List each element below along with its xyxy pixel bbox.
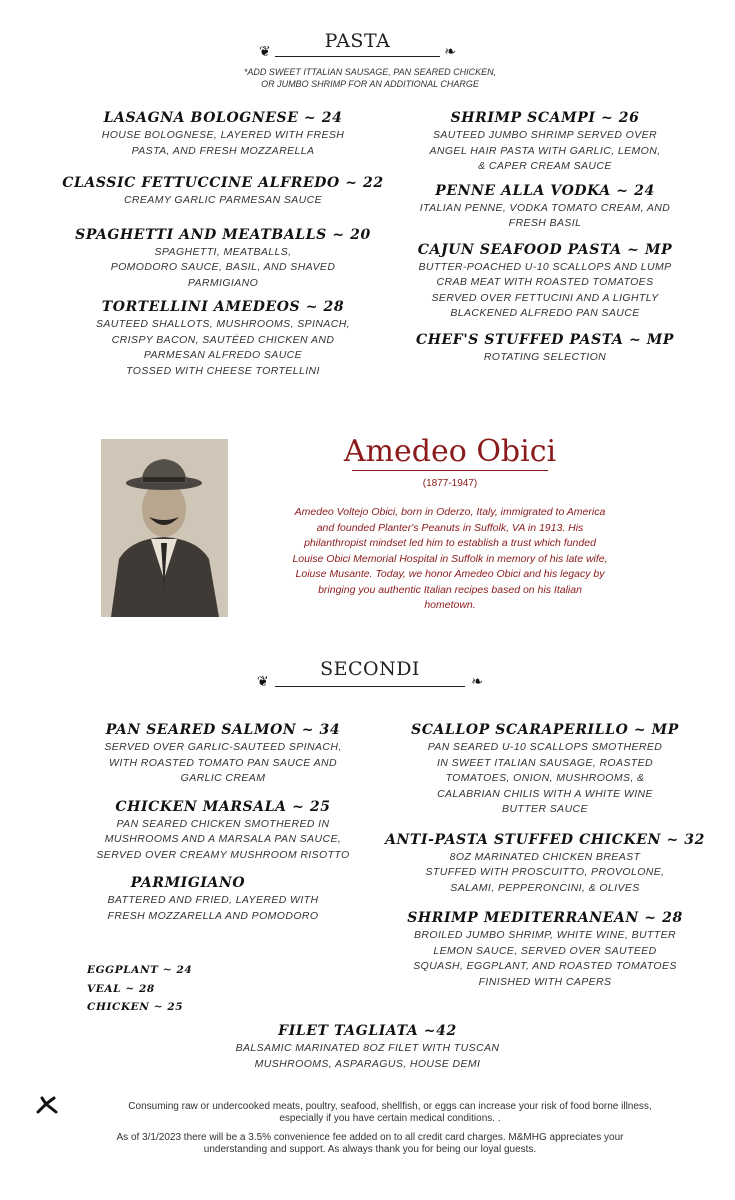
- menu-item: [58, 175, 388, 209]
- menu-item: [385, 832, 705, 897]
- desc-line: MUSHROOMS, ASPARAGUS, HOUSE DEMI: [254, 1057, 481, 1070]
- desc-line: BALSAMIC MARINATED 8OZ FILET WITH TUSCAN: [235, 1042, 500, 1054]
- item-description: [385, 850, 705, 897]
- desc-line: CRAB MEAT WITH ROASTED TOMATOES: [436, 276, 654, 288]
- raw-food-warning: [60, 1101, 720, 1125]
- pasta-header: [255, 30, 460, 60]
- right-leaf-ornament-icon: ❧: [444, 44, 456, 60]
- desc-line: BUTTER SAUCE: [502, 803, 588, 815]
- fish-bone-icon: [36, 1096, 58, 1114]
- footer-line: Consuming raw or undercooked meats, poultry, seafood, shellfish, or eggs can increase your risk of food borne illness,: [128, 1101, 652, 1112]
- warning-icon: [36, 1096, 58, 1114]
- parmigiano-options: [87, 961, 192, 1017]
- bio-line: hometown.: [424, 599, 476, 611]
- header-underline: [275, 686, 465, 687]
- bio-line: Louise Obici Memorial Hospital in Suffolk in memory of his late wife,: [292, 552, 608, 565]
- bio-line: philanthropist mindset led him to establish a trust which funded: [304, 537, 596, 549]
- bio-title: Amedeo Obici: [343, 434, 557, 469]
- item-name: SCALLOP SCARAPERILLO ~ MP: [411, 722, 679, 738]
- item-name: CLASSIC FETTUCCINE ALFREDO ~ 22: [62, 175, 384, 191]
- bio-title-underline: [352, 470, 548, 471]
- item-name: SHRIMP MEDITERRANEAN ~ 28: [407, 910, 683, 926]
- item-name: CHEF'S STUFFED PASTA ~ MP: [415, 331, 675, 348]
- secondi-header: [255, 658, 485, 690]
- pasta-left-column: [58, 110, 388, 391]
- right-leaf-ornament-icon: ❧: [471, 674, 483, 690]
- item-name: ANTI-PASTA STUFFED CHICKEN ~ 32: [385, 831, 705, 848]
- desc-line: IN SWEET ITALIAN SAUSAGE, ROASTED: [436, 756, 654, 769]
- secondi-left-column: [58, 722, 388, 936]
- menu-item: [385, 242, 705, 322]
- bio-years: (1877-1947): [422, 478, 478, 489]
- parm-option: VEAL ~ 28: [87, 982, 155, 995]
- note-line: OR JUMBO SHRIMP FOR AN ADDITIONAL CHARGE: [261, 79, 479, 89]
- desc-line: FRESH MOZZARELLA AND POMODORO: [107, 909, 319, 922]
- secondi-title: SECONDI: [320, 658, 420, 680]
- desc-line: LEMON SAUCE, SERVED OVER SAUTEED: [433, 944, 657, 957]
- item-description: [385, 350, 705, 366]
- desc-line: CREAMY GARLIC PARMESAN SAUCE: [123, 194, 323, 206]
- item-description: [385, 201, 705, 232]
- item-name: PAN SEARED SALMON ~ 34: [105, 722, 341, 738]
- desc-line: HOUSE BOLOGNESE, LAYERED WITH FRESH: [101, 129, 345, 141]
- menu-item: [385, 910, 705, 990]
- desc-line: 8OZ MARINATED CHICKEN BREAST: [449, 850, 641, 863]
- item-description: [58, 245, 388, 292]
- desc-line: ANGEL HAIR PASTA WITH GARLIC, LEMON,: [429, 144, 661, 157]
- desc-line: BLACKENED ALFREDO PAN SAUCE: [450, 307, 640, 319]
- item-description: [58, 817, 388, 864]
- item-name: LASAGNA BOLOGNESE ~ 24: [103, 110, 343, 126]
- parm-option: CHICKEN ~ 25: [87, 1001, 184, 1013]
- item-description: [385, 128, 705, 175]
- desc-line: PASTA, AND FRESH MOZZARELLA: [131, 144, 315, 157]
- desc-line: FINISHED WITH CAPERS: [478, 975, 612, 988]
- menu-item: [58, 799, 388, 864]
- menu-item: [385, 332, 705, 366]
- item-name: TORTELLINI AMEDEOS ~ 28: [101, 299, 345, 315]
- secondi-center-item: [180, 1023, 555, 1072]
- item-description: [180, 1041, 555, 1072]
- item-description: [58, 193, 388, 209]
- desc-line: SERVED OVER GARLIC-SAUTEED SPINACH,: [104, 741, 342, 753]
- convenience-fee-notice: [60, 1132, 680, 1156]
- footer-line: As of 3/1/2023 there will be a 3.5% convenience fee added on to all credit card charges. M&MHG appreciates your: [116, 1132, 624, 1143]
- menu-item: [58, 110, 388, 159]
- amedeo-obici-portrait: [101, 439, 228, 617]
- menu-item: [58, 722, 388, 787]
- desc-line: CRISPY BACON, SAUTÉED CHICKEN AND: [111, 333, 335, 346]
- item-name: FILET TAGLIATA ~42: [278, 1023, 457, 1039]
- secondi-right-column: [385, 722, 705, 1002]
- desc-line: TOSSED WITH CHEESE TORTELLINI: [126, 364, 320, 377]
- desc-line: BUTTER-POACHED U-10 SCALLOPS AND LUMP: [418, 260, 672, 273]
- bio-line: and founded Planter's Peanuts in Suffolk, VA in 1913. His: [316, 521, 584, 534]
- item-description: [58, 317, 388, 379]
- desc-line: SERVED OVER CREAMY MUSHROOM RISOTTO: [96, 848, 350, 861]
- item-name: SPAGHETTI AND MEATBALLS ~ 20: [75, 226, 371, 243]
- desc-line: SAUTEED JUMBO SHRIMP SERVED OVER: [432, 129, 657, 141]
- parm-option: EGGPLANT ~ 24: [87, 964, 193, 976]
- footer-line: understanding and support. As always thank you for being our loyal guests.: [203, 1144, 537, 1155]
- item-name: CHICKEN MARSALA ~ 25: [115, 798, 331, 815]
- desc-line: CALABRIAN CHILIS WITH A WHITE WINE: [437, 787, 653, 800]
- menu-item: [48, 875, 378, 924]
- item-description: [385, 260, 705, 322]
- desc-line: SPAGHETTI, MEATBALLS,: [154, 245, 292, 258]
- note-line: *ADD SWEET ITTALIAN SAUSAGE, PAN SEARED CHICKEN,: [243, 67, 497, 77]
- bio-paragraph: [240, 505, 660, 614]
- desc-line: TOMATOES, ONION, MUSHROOMS, &: [445, 772, 645, 784]
- desc-line: PARMIGIANO: [187, 276, 259, 289]
- desc-line: FRESH BASIL: [508, 217, 582, 229]
- menu-item: [385, 110, 705, 175]
- pasta-right-column: [385, 110, 705, 377]
- desc-line: POMODORO SAUCE, BASIL, AND SHAVED: [110, 261, 336, 273]
- desc-line: BATTERED AND FRIED, LAYERED WITH: [107, 894, 319, 906]
- header-underline: [275, 56, 440, 57]
- left-leaf-ornament-icon: ❦: [257, 674, 269, 690]
- menu-item: [385, 722, 705, 818]
- desc-line: WITH ROASTED TOMATO PAN SAUCE AND: [109, 756, 337, 769]
- desc-line: & CAPER CREAM SAUCE: [478, 160, 612, 172]
- item-name: PENNE ALLA VODKA ~ 24: [435, 182, 655, 199]
- desc-line: SAUTEED SHALLOTS, MUSHROOMS, SPINACH,: [95, 318, 350, 330]
- item-description: [58, 740, 388, 787]
- desc-line: GARLIC CREAM: [180, 772, 266, 784]
- bio-line: bringing you authentic Italian recipes based on his Italian: [318, 583, 582, 596]
- item-description: [58, 128, 388, 159]
- pasta-title: PASTA: [324, 30, 391, 52]
- menu-item: [385, 183, 705, 232]
- item-description: [48, 893, 378, 924]
- desc-line: PAN SEARED CHICKEN SMOTHERED IN: [116, 817, 330, 830]
- bio-line: Amedeo Voltejo Obici, born in Oderzo, Italy, immigrated to America: [294, 506, 606, 518]
- desc-line: SERVED OVER FETTUCINI AND A LIGHTLY: [431, 291, 659, 304]
- item-name: SHRIMP SCAMPI ~ 26: [450, 110, 640, 126]
- desc-line: PAN SEARED U-10 SCALLOPS SMOTHERED: [427, 741, 663, 753]
- portrait-illustration: [101, 439, 228, 617]
- menu-item: [58, 227, 388, 292]
- desc-line: MUSHROOMS AND A MARSALA PAN SAUCE,: [104, 833, 342, 845]
- desc-line: BROILED JUMBO SHRIMP, WHITE WINE, BUTTER: [414, 929, 676, 941]
- desc-line: SQUASH, EGGPLANT, AND ROASTED TOMATOES: [413, 960, 677, 972]
- desc-line: PARMESAN ALFREDO SAUCE: [143, 349, 303, 361]
- item-description: [385, 740, 705, 818]
- item-name: CAJUN SEAFOOD PASTA ~ MP: [417, 241, 673, 258]
- desc-line: ROTATING SELECTION: [483, 350, 607, 363]
- desc-line: ITALIAN PENNE, VODKA TOMATO CREAM, AND: [419, 201, 671, 214]
- menu-item: [58, 299, 388, 379]
- desc-line: STUFFED WITH PROSCUITTO, PROVOLONE,: [425, 866, 665, 878]
- pasta-addon-note: [200, 66, 540, 90]
- footer-line: especially if you have certain medical conditions. .: [279, 1113, 501, 1124]
- desc-line: SALAMI, PEPPERONCINI, & OLIVES: [450, 881, 640, 894]
- item-name: PARMIGIANO: [130, 875, 246, 891]
- item-description: [385, 928, 705, 990]
- bio-line: Loiuse Musante. Today, we honor Amedeo Obici and his legacy by: [295, 568, 605, 580]
- left-leaf-ornament-icon: ❦: [259, 44, 271, 60]
